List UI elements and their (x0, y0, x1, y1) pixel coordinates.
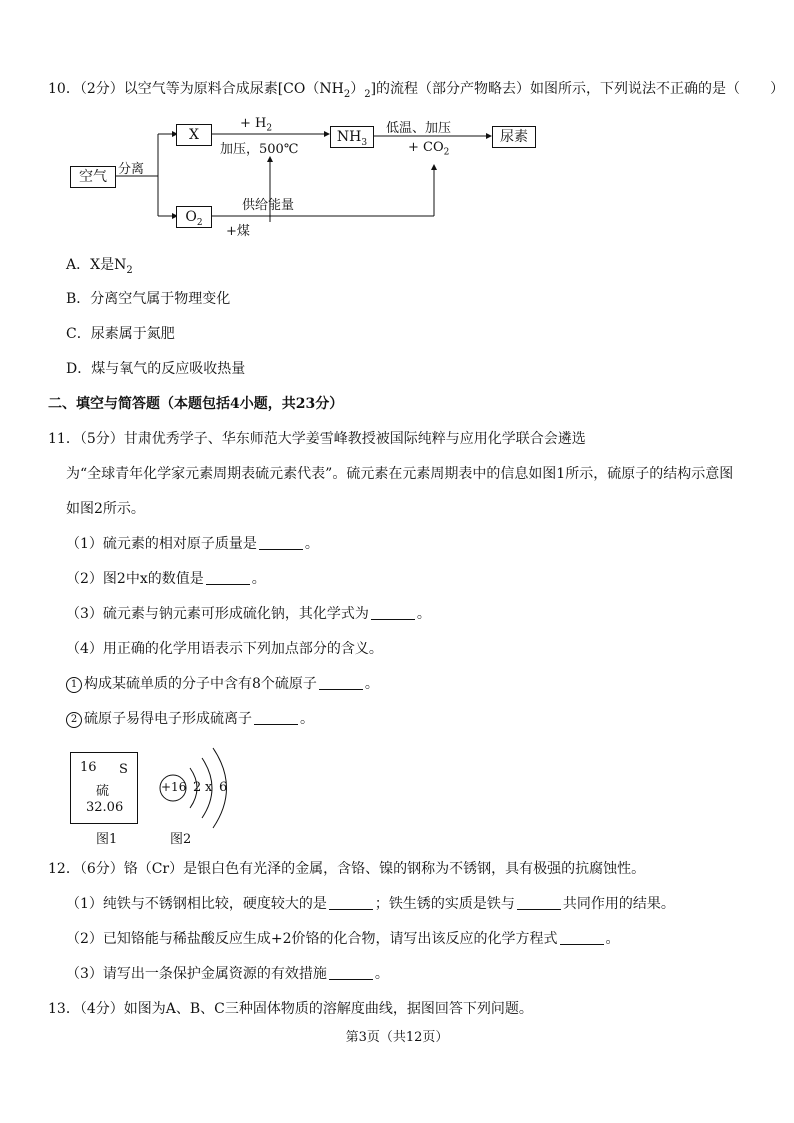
answer-blank[interactable] (329, 895, 373, 910)
circled-number: 1 (66, 677, 82, 693)
period: 。 (374, 966, 389, 982)
q12-part-1-text: 共同作用的结果。 (562, 896, 675, 912)
q12-part-1-text: （1）纯铁与不锈钢相比较，硬度较大的是 (66, 896, 327, 912)
q12-part-1 (66, 895, 675, 913)
q12-stem: 12．（6分）铬（Cr）是银白色有光泽的金属，含铬、镍的钢称为不锈钢，具有极强的抗腐蚀性。 (48, 861, 646, 877)
q10-stem-part: 10．（2分）以空气等为原料合成尿素[CO（NH (48, 81, 344, 97)
flow-co2-label: + CO (408, 140, 444, 155)
flow-urea-label: 尿素 (500, 129, 528, 145)
q11-part-4-1-text: 构成某硫单质的分子中含有8个硫原子 (84, 676, 317, 692)
q13-stem: 13．（4分）如图为A、B、C三种固体物质的溶解度曲线，据图回答下列问题。 (48, 1001, 533, 1017)
answer-blank[interactable] (517, 895, 561, 910)
q11-part-2-text: （2）图2中x的数值是 (66, 571, 204, 587)
flow-pressure-text: 加压，500℃ (220, 142, 299, 157)
q11-stem-3: 如图2所示。 (66, 501, 145, 517)
fig2-shell-1: 2 (193, 780, 202, 795)
q12-part-3-text: （3）请写出一条保护金属资源的有效措施 (66, 966, 327, 982)
answer-blank[interactable] (329, 965, 373, 980)
q11-part-3-text: （3）硫元素与钠元素可形成硫化钠，其化学式为 (66, 606, 369, 622)
fig1-symbol: S (119, 762, 128, 777)
q11-stem-1: 11．（5分）甘肃优秀学子、华东师范大学姜雪峰教授被国际纯粹与应用化学联合会遴选 (48, 431, 586, 447)
flow-co2-sub: 2 (443, 147, 450, 158)
fig2-nucleus: +16 (161, 780, 187, 794)
flow-lowtemp-text: 低温、加压 (386, 121, 452, 136)
q10-option-a-text: A．X是N (66, 257, 127, 273)
q12-part-3 (66, 965, 389, 983)
flow-o2-sub: 2 (196, 217, 203, 228)
fig1-caption: 图1 (96, 832, 118, 847)
circled-number: 2 (66, 712, 82, 728)
answer-blank[interactable] (560, 930, 604, 945)
q11-part-4-2-text: 硫原子易得电子形成硫离子 (84, 711, 252, 727)
q12-part-2 (66, 930, 620, 948)
q10-option-c: C．尿素属于氮肥 (66, 326, 175, 342)
period: 。 (605, 931, 620, 947)
q11-part-4: （4）用正确的化学用语表示下列加点部分的含义。 (66, 641, 383, 657)
period: 。 (300, 711, 314, 727)
q10-stem-part: ） (350, 81, 365, 97)
flow-h2-sub: 2 (266, 123, 273, 134)
fig2-shell-2: x (205, 780, 213, 795)
flow-x-label: X (189, 127, 199, 143)
period: 。 (364, 676, 379, 692)
q12-part-2-text: （2）已知铬能与稀盐酸反应生成+2价铬的化合物，请写出该反应的化学方程式 (66, 931, 558, 947)
q12-part-1-text: ；铁生锈的实质是铁与 (374, 896, 515, 912)
q10-stem-sub: 2 (343, 88, 351, 100)
fig2-shell-3: 6 (219, 780, 228, 795)
fig1-atomic-number: 16 (80, 760, 97, 775)
q10-stem-part: ]的流程（部分产物略去）如图所示，下列说法不正确的是（ (370, 81, 741, 97)
flow-coal-text: +煤 (226, 224, 250, 239)
flow-air-label: 空气 (79, 169, 107, 185)
fig1-mass: 32.06 (86, 800, 124, 815)
q10-option-b: B．分离空气属于物理变化 (66, 291, 231, 307)
q10-option-a-sub: 2 (126, 264, 133, 276)
period: 。 (416, 606, 431, 622)
q11-part-1-text: （1）硫元素的相对原子质量是 (66, 536, 257, 552)
period: 。 (251, 571, 266, 587)
flow-nh3-sub: 3 (361, 137, 368, 148)
q10-stem-sub: 2 (364, 88, 371, 100)
fig1-name: 硫 (96, 784, 110, 799)
flow-supply-text: 供给能量 (242, 198, 295, 213)
flow-separate-text: 分离 (118, 162, 145, 177)
flow-o2-label: O (185, 209, 197, 225)
fig2-caption: 图2 (170, 832, 192, 847)
q11-stem-2: 为“全球青年化学家元素周期表硫元素代表”。硫元素在元素周期表中的信息如图1所示，硫原子的结构示意图 (66, 466, 734, 482)
period: 。 (304, 536, 319, 552)
q10-option-d: D．煤与氧气的反应吸收热量 (66, 361, 246, 377)
flow-h2-label: + H (240, 116, 267, 131)
flow-nh3-label: NH (336, 129, 362, 145)
section-2-title: 二、填空与简答题（本题包括4小题，共23分） (48, 396, 344, 412)
q10-stem-part: ） (770, 81, 785, 97)
page-footer: 第3页（共12页） (345, 1030, 449, 1045)
